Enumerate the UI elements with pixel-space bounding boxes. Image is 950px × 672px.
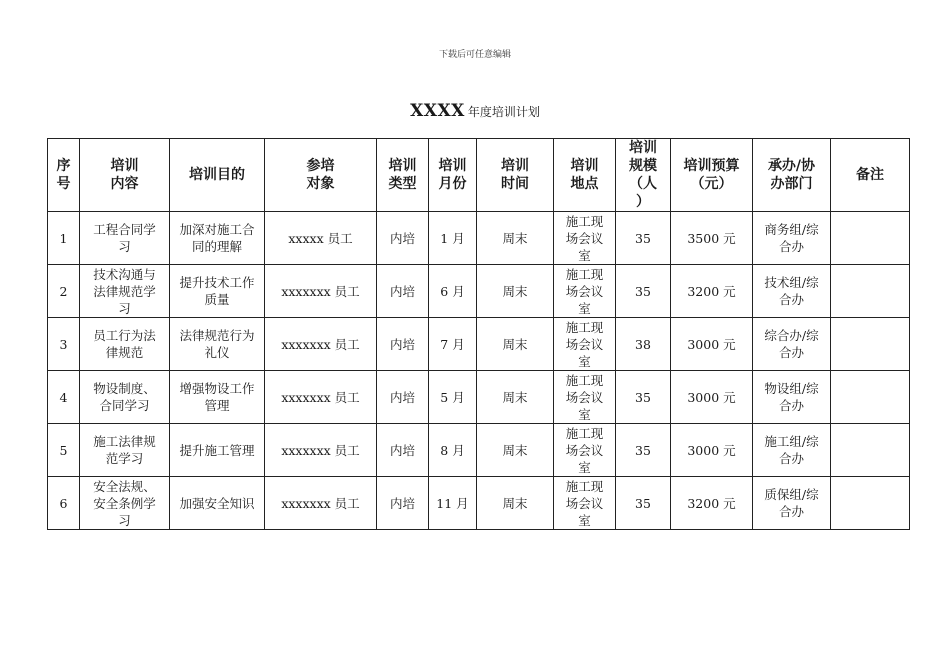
table-row — [48, 265, 910, 318]
cell-line: 物设组/综 — [764, 381, 819, 396]
cell-line: 室 — [578, 512, 591, 528]
cell-line: 增强物设工作 — [179, 381, 255, 396]
cell-line: 38 — [635, 336, 651, 352]
cell-line: 8 月 — [440, 442, 465, 458]
cell-line: 内培 — [389, 336, 415, 352]
cell-line: 培训 — [629, 140, 657, 156]
cell-time — [477, 212, 554, 265]
cell-line: 室 — [578, 247, 591, 263]
cell-line: 5 — [59, 442, 68, 458]
cell-line: 场会议 — [565, 283, 604, 299]
cell-line: 内培 — [389, 495, 415, 511]
document-title — [0, 101, 950, 121]
cell-line: 承办/协 — [767, 158, 816, 174]
cell-participants — [265, 318, 377, 371]
cell-line: 4 — [59, 389, 68, 405]
cell-purpose — [170, 318, 265, 371]
cell-line: 类型 — [388, 176, 417, 192]
cell-time — [477, 318, 554, 371]
cell-seq — [48, 424, 80, 477]
cell-line: 工程合同学 — [93, 222, 156, 237]
table-body — [48, 212, 910, 530]
cell-location — [554, 477, 616, 530]
cell-line: xxxxx 员工 — [288, 230, 353, 246]
title-text: 年度培训计划 — [467, 105, 540, 119]
cell-type — [377, 265, 429, 318]
cell-location — [554, 212, 616, 265]
header-time — [477, 139, 554, 212]
cell-month — [429, 424, 477, 477]
cell-line: 1 — [59, 230, 68, 246]
cell-line: 商务组/综 — [764, 222, 819, 237]
table-row — [48, 318, 910, 371]
cell-budget — [671, 371, 753, 424]
cell-line: 提升技术工作 — [179, 275, 255, 290]
cell-line: xxxxxxx 员工 — [281, 442, 360, 458]
cell-line: 序 — [56, 158, 71, 174]
cell-line: 场会议 — [565, 389, 604, 405]
cell-line: 6 — [59, 495, 68, 511]
cell-line: 培训 — [570, 158, 599, 174]
cell-line: （人 — [629, 176, 657, 192]
cell-line: 管理 — [204, 398, 230, 413]
cell-line: 员工行为法 — [93, 328, 156, 343]
header-remarks — [831, 139, 910, 212]
cell-remarks — [831, 477, 910, 530]
cell-line: 加深对施工合 — [179, 222, 255, 237]
cell-line: 质保组/综 — [764, 487, 819, 502]
cell-line: 3000 元 — [687, 389, 736, 405]
cell-seq — [48, 318, 80, 371]
cell-purpose — [170, 477, 265, 530]
cell-line: 参培 — [306, 158, 335, 174]
table-row — [48, 477, 910, 530]
cell-purpose — [170, 424, 265, 477]
cell-line: 室 — [578, 406, 591, 422]
cell-line: 1 月 — [440, 230, 465, 246]
header-type — [377, 139, 429, 212]
cell-size — [616, 212, 671, 265]
cell-line: 内容 — [110, 176, 139, 192]
cell-line: 内培 — [389, 283, 415, 299]
cell-line: xxxxxxx 员工 — [281, 495, 360, 511]
cell-line: 范学习 — [105, 451, 144, 466]
cell-size — [616, 371, 671, 424]
header-location — [554, 139, 616, 212]
cell-line: 场会议 — [565, 442, 604, 458]
cell-line: 3000 元 — [687, 336, 736, 352]
cell-line: 35 — [635, 283, 651, 299]
cell-time — [477, 477, 554, 530]
cell-line: 礼仪 — [204, 345, 230, 360]
cell-seq — [48, 212, 80, 265]
cell-line: 周末 — [502, 495, 528, 511]
cell-content — [80, 318, 170, 371]
cell-line: 3 — [59, 336, 68, 352]
cell-type — [377, 318, 429, 371]
cell-location — [554, 371, 616, 424]
cell-remarks — [831, 318, 910, 371]
cell-line: 物设制度、 — [93, 381, 156, 396]
cell-line: 合办 — [778, 398, 804, 413]
cell-line: 周末 — [502, 442, 528, 458]
cell-line: 施工现 — [565, 266, 604, 282]
cell-line: 安全条例学 — [93, 495, 156, 511]
cell-participants — [265, 371, 377, 424]
cell-line: 施工现 — [565, 372, 604, 388]
cell-line: 法律规范行为 — [179, 328, 255, 343]
cell-line: 合办 — [778, 239, 804, 254]
cell-line: 11 月 — [436, 495, 469, 511]
cell-line: 备注 — [856, 167, 884, 183]
cell-month — [429, 477, 477, 530]
cell-type — [377, 424, 429, 477]
cell-line: ） — [636, 194, 650, 210]
cell-line: 提升施工管理 — [179, 442, 255, 458]
cell-line: 培训 — [438, 158, 467, 174]
cell-line: 加强安全知识 — [179, 495, 255, 511]
cell-line: 施工现 — [565, 319, 604, 335]
cell-line: 施工组/综 — [764, 434, 819, 449]
cell-line: 5 月 — [440, 389, 465, 405]
cell-size — [616, 424, 671, 477]
header-seq — [48, 139, 80, 212]
cell-line: 室 — [578, 459, 591, 475]
cell-line: 综合办/综 — [764, 328, 819, 343]
cell-participants — [265, 212, 377, 265]
cell-participants — [265, 265, 377, 318]
cell-line: 施工现 — [565, 478, 604, 494]
cell-line: 合办 — [778, 292, 804, 307]
cell-line: 办部门 — [770, 176, 813, 192]
cell-budget — [671, 477, 753, 530]
header-department — [753, 139, 831, 212]
cell-content — [80, 371, 170, 424]
cell-month — [429, 265, 477, 318]
cell-line: 施工现 — [565, 213, 604, 229]
cell-line: 培训 — [110, 158, 139, 174]
cell-line: 质量 — [204, 292, 230, 307]
cell-remarks — [831, 265, 910, 318]
cell-line: 技术沟通与 — [93, 266, 156, 282]
cell-line: 合办 — [778, 345, 804, 360]
cell-line: xxxxxxx 员工 — [281, 336, 360, 352]
cell-line: 培训预算 — [683, 158, 740, 174]
cell-line: 室 — [578, 353, 591, 369]
cell-location — [554, 318, 616, 371]
cell-department — [753, 477, 831, 530]
cell-content — [80, 212, 170, 265]
cell-content — [80, 424, 170, 477]
cell-department — [753, 318, 831, 371]
cell-budget — [671, 318, 753, 371]
cell-time — [477, 371, 554, 424]
cell-purpose — [170, 212, 265, 265]
cell-line: 律规范 — [105, 345, 144, 360]
cell-line: 周末 — [502, 336, 528, 352]
cell-line: 周末 — [502, 283, 528, 299]
cell-type — [377, 477, 429, 530]
table-row — [48, 371, 910, 424]
cell-line: 内培 — [389, 389, 415, 405]
cell-content — [80, 477, 170, 530]
cell-purpose — [170, 371, 265, 424]
cell-participants — [265, 424, 377, 477]
cell-location — [554, 265, 616, 318]
cell-purpose — [170, 265, 265, 318]
cell-line: 合办 — [778, 451, 804, 466]
cell-location — [554, 424, 616, 477]
header-size — [616, 139, 671, 212]
header-content — [80, 139, 170, 212]
cell-month — [429, 371, 477, 424]
cell-remarks — [831, 371, 910, 424]
cell-line: xxxxxxx 员工 — [281, 389, 360, 405]
cell-remarks — [831, 212, 910, 265]
cell-line: 时间 — [501, 176, 529, 192]
header-participants — [265, 139, 377, 212]
cell-month — [429, 318, 477, 371]
cell-line: 35 — [635, 495, 651, 511]
training-plan-table — [47, 138, 910, 530]
cell-line: 合办 — [778, 504, 804, 519]
cell-line: 对象 — [306, 176, 335, 192]
cell-line: 习 — [118, 512, 131, 528]
cell-line: 安全法规、 — [93, 478, 156, 494]
cell-seq — [48, 265, 80, 318]
cell-seq — [48, 477, 80, 530]
table-header-row — [48, 139, 910, 212]
cell-line: 3200 元 — [687, 495, 736, 511]
cell-size — [616, 265, 671, 318]
cell-line: 月份 — [438, 176, 467, 192]
cell-line: 地点 — [570, 176, 599, 192]
cell-line: 场会议 — [565, 230, 604, 246]
cell-line: 号 — [56, 176, 71, 192]
cell-line: 同的理解 — [191, 239, 242, 254]
cell-content — [80, 265, 170, 318]
cell-budget — [671, 265, 753, 318]
cell-line: 3500 元 — [687, 230, 736, 246]
header-purpose — [170, 139, 265, 212]
cell-department — [753, 212, 831, 265]
page-header-note: 下载后可任意编辑 — [438, 50, 511, 60]
cell-line: 室 — [578, 300, 591, 316]
cell-line: 6 月 — [440, 283, 465, 299]
cell-time — [477, 424, 554, 477]
cell-line: 场会议 — [565, 336, 604, 352]
cell-line: 施工法律规 — [93, 434, 156, 449]
cell-line: 培训 — [388, 158, 417, 174]
cell-month — [429, 212, 477, 265]
cell-size — [616, 318, 671, 371]
cell-line: 周末 — [502, 389, 528, 405]
cell-remarks — [831, 424, 910, 477]
cell-line: 3000 元 — [687, 442, 736, 458]
cell-line: 习 — [118, 239, 131, 254]
cell-seq — [48, 371, 80, 424]
cell-line: 35 — [635, 442, 651, 458]
cell-time — [477, 265, 554, 318]
cell-line: 35 — [635, 230, 651, 246]
cell-line: 内培 — [389, 442, 415, 458]
title-year-placeholder: XXXX — [410, 101, 465, 121]
cell-department — [753, 424, 831, 477]
cell-department — [753, 371, 831, 424]
cell-department — [753, 265, 831, 318]
cell-budget — [671, 424, 753, 477]
header-month — [429, 139, 477, 212]
cell-line: 内培 — [389, 230, 415, 246]
cell-size — [616, 477, 671, 530]
cell-line: 场会议 — [565, 495, 604, 511]
cell-line: 施工现 — [565, 425, 604, 441]
cell-line: 周末 — [502, 230, 528, 246]
cell-line: xxxxxxx 员工 — [281, 283, 360, 299]
cell-line: 7 月 — [440, 336, 465, 352]
table-row — [48, 424, 910, 477]
cell-participants — [265, 477, 377, 530]
cell-line: 2 — [59, 283, 68, 299]
cell-type — [377, 212, 429, 265]
cell-line: 培训目的 — [189, 167, 245, 183]
cell-line: 技术组/综 — [764, 275, 819, 290]
cell-line: 规模 — [629, 158, 657, 174]
cell-line: 法律规范学 — [93, 283, 156, 299]
table-row — [48, 212, 910, 265]
header-budget — [671, 139, 753, 212]
cell-budget — [671, 212, 753, 265]
cell-line: 35 — [635, 389, 651, 405]
cell-line: 合同学习 — [99, 398, 150, 413]
cell-line: 习 — [118, 300, 131, 316]
cell-line: （元） — [690, 176, 733, 192]
cell-line: 培训 — [501, 158, 529, 174]
cell-line: 3200 元 — [687, 283, 736, 299]
cell-type — [377, 371, 429, 424]
